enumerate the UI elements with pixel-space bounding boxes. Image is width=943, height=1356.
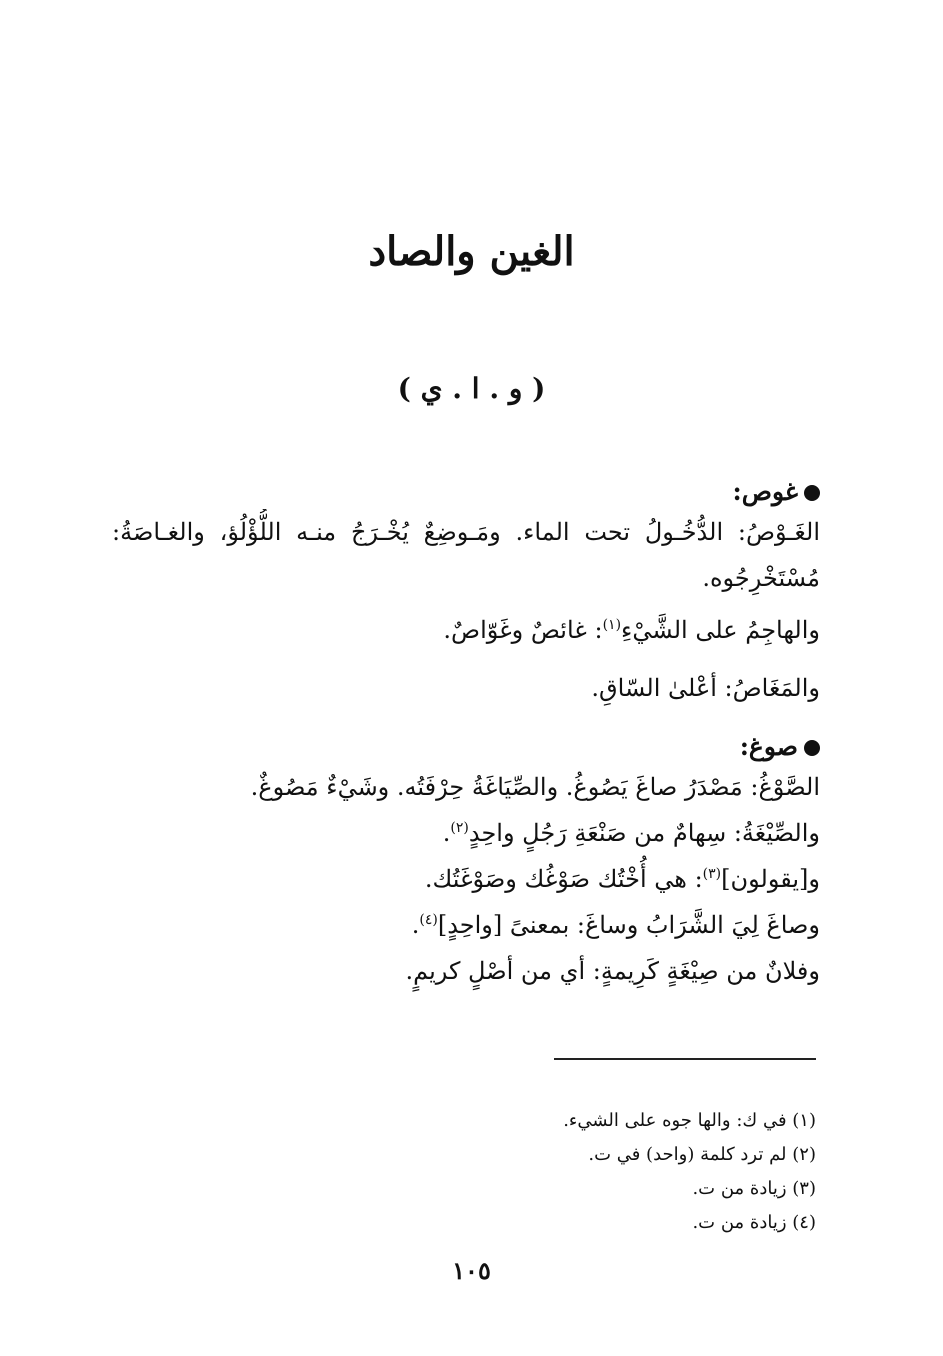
footnote-reference: (١) [602,617,622,633]
headword-text: صوغ: [739,732,798,761]
definition-line: الصَّوْغُ: مَصْدَرُ صاغَ يَصُوغُ. والصِّيَاغَةُ حِرْفَتُه. وشَيْءٌ مَصُوغٌ. [250,773,820,801]
headword-text: غوص: [732,477,798,506]
definition-text: والهاجِمُ على الشَّيْءِ$^{(١)}$: غائصٌ وغَوّاصٌ. [443,616,820,644]
footnote-separator [554,1058,816,1060]
definition-line: مُسْتَخْرِجُوه. [702,564,820,592]
definition-line: والصِّيْغَةُ: سِهامٌ من صَنْعَةِ رَجُلٍ واحِدٍ$^{(٢)}$. [442,819,820,847]
dictionary-entry-sawgh [112,730,820,994]
dictionary-entry-ghaws [112,475,820,717]
entry-headword [112,730,820,764]
footnote-item: (٤) زيادة من ت. [692,1212,816,1233]
bullet-icon [804,485,820,501]
footnote-item: (٣) زيادة من ت. [692,1178,816,1199]
bullet-icon [804,740,820,756]
footnotes [316,1104,816,1240]
footnote-reference: (٢) [450,820,469,836]
definition-line: وصاغَ لِيَ الشَّرَابُ وساغَ: بمعنىً [واحِدٍ]$^{(٤)}$. [411,911,820,939]
chapter-title: الغين والصاد [368,228,575,275]
definition-line: والمَغَاصُ: أعْلىٰ السّاقِ. [591,674,820,702]
footnote-item: (٢) لم ترد كلمة (واحد) في ت. [588,1144,816,1165]
root-heading: ( و . ا . ي ) [397,372,546,405]
footnote-reference: (٣) [702,866,722,882]
footnote-reference: (٤) [419,912,438,928]
footnote-item: (١) في ك: والها جوه على الشيء. [563,1110,816,1131]
definition-line: الغَـوْصُ: الدُّخُـولُ تحت الماء. ومَـوضِعٌ يُخْـرَجُ منـه اللُّؤْلُؤ، والغـاصَةُ: [112,518,820,546]
page-number: ١٠٥ [452,1256,491,1285]
definition-line [112,601,820,659]
entry-headword [112,475,820,509]
definition-line: وفلانٌ من صِيْغَةٍ كَرِيمةٍ: أي من أصْلٍ كريمٍ. [405,957,820,985]
definition-line: و[يقولون]$^{(٣)}$: هي أُخْتُك صَوْغُك وصَوْغَتُك. [424,865,820,893]
